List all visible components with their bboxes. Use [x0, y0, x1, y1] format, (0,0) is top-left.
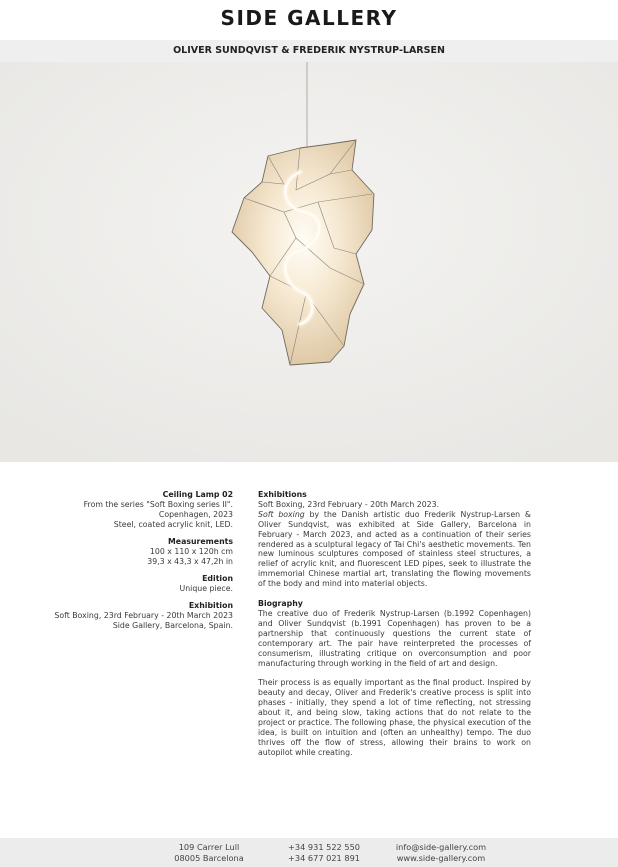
phone-2[interactable]: +34 677 021 891	[288, 853, 360, 863]
exhibitions-text: by the Danish artistic duo Frederik Nystrup-Larsen & Oliver Sundqvist, was exhibited at Side Gallery, Barcelona in February - March 2023, and acted as a continuation of their series rendered as a sculptural legacy of Tai Chi's aesthetic movements. Ten new luminous sculptures composed of stainless steel structures, a relief of acrylic knit, and fluorescent LED pipes, seek to illustrate the immemorial Chinese martial art, translating the flowing movements of the body and mind into material objects.	[258, 509, 531, 589]
artist-bar	[0, 40, 618, 62]
measurements-in: 39,3 x 43,3 x 47,2h in	[147, 557, 233, 566]
exhibitions-heading: Exhibitions	[258, 490, 307, 499]
biography-heading: Biography	[258, 599, 303, 609]
footer-contact	[392, 842, 490, 864]
product-details	[40, 490, 233, 638]
address-street: 109 Carrer Lull	[178, 842, 240, 852]
product-photo	[0, 62, 618, 462]
exhibition-venue: Side Gallery, Barcelona, Spain.	[112, 621, 233, 630]
edition-value: Unique piece.	[179, 584, 233, 593]
measurements-heading: Measurements	[168, 537, 233, 546]
biography-paragraph-1: The creative duo of Frederik Nystrup-Larsen (b.1992 Copenhagen) and Oliver Sundqvist (b.1991 Copenhagen) has proven to be a partnership that continuously questions the current state of contemporary art. The pair have reinterpreted the processes of consumerism, illustrating critique on overconsumption and poor manufacturing through working in the field of art and design.	[258, 608, 531, 668]
product-materials: Steel, coated acrylic knit, LED.	[113, 520, 233, 529]
artist-names: OLIVER SUNDQVIST & FREDERIK NYSTRUP-LARSEN	[173, 45, 445, 56]
exhibitions-italic: Soft boxing	[258, 509, 305, 519]
product-series: From the series "Soft Boxing series II".	[83, 500, 233, 509]
footer	[0, 838, 618, 867]
website-link[interactable]: www.side-gallery.com	[396, 853, 486, 863]
edition-heading: Edition	[202, 574, 233, 583]
address-city: 08005 Barcelona	[174, 853, 244, 863]
exhibition-heading: Exhibition	[188, 601, 233, 610]
gallery-logo: SIDE GALLERY	[220, 6, 398, 30]
product-title: Ceiling Lamp 02	[162, 490, 233, 499]
exhibitions-line: Soft Boxing, 23rd February - 20th March 2023.	[258, 499, 440, 509]
phone-1[interactable]: +34 931 522 550	[288, 842, 360, 852]
description	[258, 490, 531, 758]
header	[0, 0, 618, 40]
exhibition-dates: Soft Boxing, 23rd February - 20th March 2023	[54, 611, 233, 620]
footer-address	[168, 842, 250, 864]
measurements-cm: 100 x 110 x 120h cm	[149, 547, 233, 556]
ceiling-lamp-image	[0, 62, 618, 462]
product-origin: Copenhagen, 2023	[158, 510, 233, 519]
footer-phones	[284, 842, 364, 864]
exhibitions-paragraph	[258, 510, 531, 589]
biography-paragraph-2: Their process is as equally important as the final product. Inspired by beauty and decay, Oliver and Frederik's creative process is split into phases - initially, they spend a lot of time reflecting, not stressing about it, and being slow, taking actions that do not relate to the project or practice. The following phase, the physical execution of the idea, is built on intuition and (often an unhealthy) tempo. The duo thrives off the flow of stress, allowing their brains to work on autopilot while creating.	[258, 678, 531, 757]
email-link[interactable]: info@side-gallery.com	[395, 842, 487, 852]
